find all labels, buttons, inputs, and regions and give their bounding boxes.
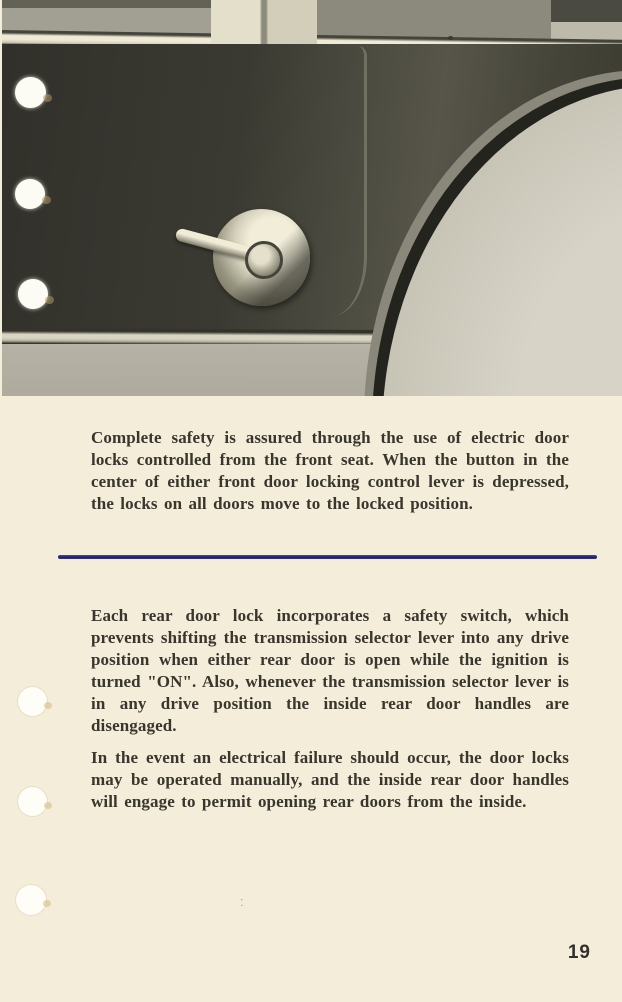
hole-punch <box>15 77 46 108</box>
door-edge-highlight <box>332 46 367 316</box>
door-interior-photo <box>2 0 622 396</box>
body-paragraph-1: Each rear door lock incorporates a safety switch, which prevents shifting the transmission selector lever into any drive position when either rear door is open while the ignition is turned "ON". Also, whenever the transmission selector lever is in any drive position the inside rear door handles are disengaged. <box>91 606 569 735</box>
print-artifact: : <box>240 894 244 909</box>
body-paragraph-2: In the event an electrical failure should occur, the door locks may be operated manually, and the inside rear door handles will engage to permit opening rear doors from the inside. <box>91 748 569 811</box>
window-pillar <box>211 0 317 48</box>
door-lock-button <box>245 241 283 279</box>
section-divider <box>58 555 597 559</box>
hole-punch <box>17 786 48 817</box>
hole-punch <box>18 279 48 309</box>
intro-paragraph: Complete safety is assured through the use of electric door locks controlled from the front seat. When the button in the center of either front door locking control lever is depressed, the locks on all doors move to the locked position. <box>91 428 569 513</box>
hole-punch <box>15 884 47 916</box>
photo-speck <box>448 36 453 40</box>
hole-punch <box>15 179 45 209</box>
hole-punch <box>17 686 48 717</box>
page-number: 19 <box>567 942 591 963</box>
